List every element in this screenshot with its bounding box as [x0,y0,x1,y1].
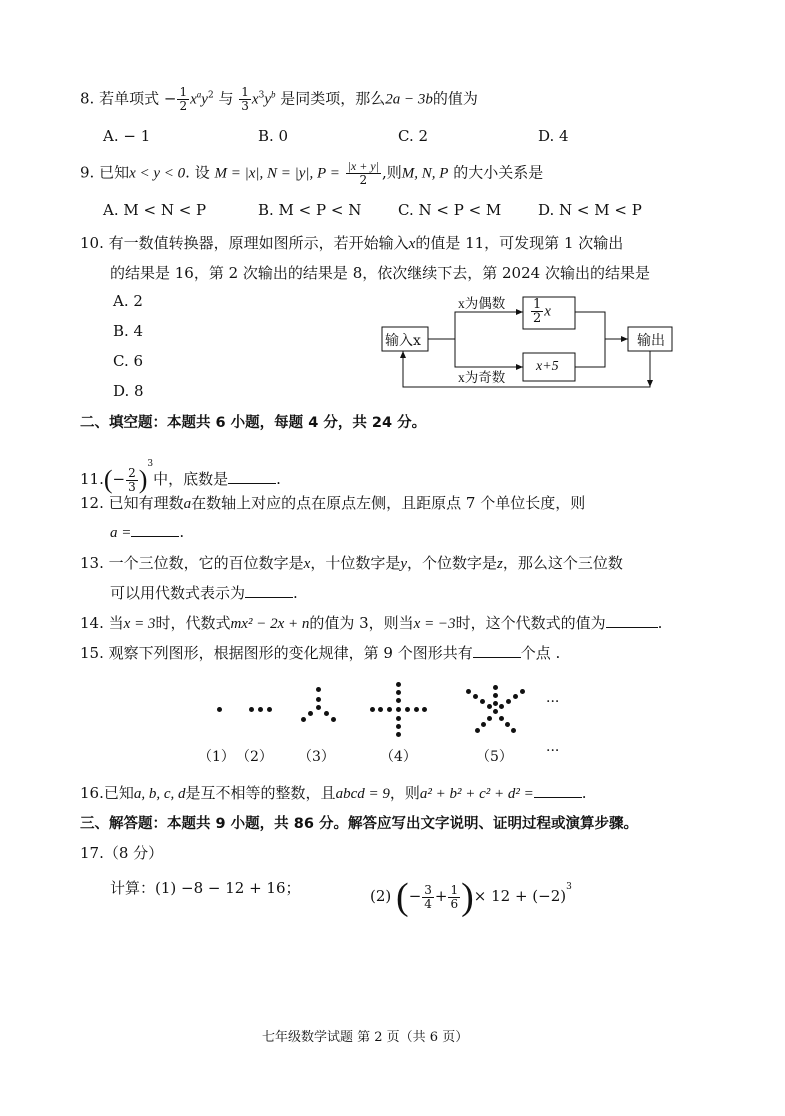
q15-label-1: （1） [198,749,235,765]
dot [396,707,401,712]
q14-text: 的值为 3，则当 [309,614,414,632]
q16-stem [80,782,587,803]
q8-fraction-2 [239,86,251,113]
q8-var: y [201,91,208,108]
q8-minus: − [163,89,177,108]
q9-definitions: M = |x|, N = |y|, P = [214,165,340,182]
q15-text: 个点 . [520,644,561,662]
q15-label-3: （3） [298,749,335,765]
q9-text: 的大小关系是 [453,163,544,182]
q14-stem [80,612,662,633]
flow-output-label: 输出 [637,333,665,349]
q15-answer-blank[interactable] [473,643,521,658]
q13-answer-blank[interactable] [245,583,293,598]
q15-label-2: （2） [236,749,273,765]
q16-text: ，则 [389,784,420,802]
q8-exp: 3 [258,90,265,101]
q10-line2: 的结果是 16，第 2 次输出的结果是 8，依次继续下去，第 2024 次输出的结果是 [110,264,650,282]
q10-var: x [408,236,416,252]
q8-option-a[interactable]: A. − 1 [103,127,151,145]
dot [520,689,525,694]
q8-number: 8. [80,89,95,108]
arrow-head [621,336,628,342]
q9-option-b[interactable]: B. M < P < N [258,201,362,219]
denominator: 2 [359,173,368,187]
section-3-heading: 三、解答题：本题共 9 小题，共 86 分。解答应写出文字说明、证明过程或演算步骤。 [80,816,638,832]
half-var: x [544,303,551,320]
flow-input-label: 输入x [385,333,421,349]
q11-text: 中，底数是 [153,470,229,488]
q14-expression: mx² − 2x + n [230,616,310,632]
q16-text: 已知 [103,784,134,802]
q9-option-c[interactable]: C. N < P < M [398,201,502,219]
q17-part2-label: (2) [370,887,392,905]
q8-option-c[interactable]: C. 2 [398,127,429,145]
dot [396,732,401,737]
dot [316,705,321,710]
q17-fraction-1 [422,884,434,911]
q9-fraction [346,160,381,187]
dot [487,716,492,721]
q14-condition: x = −3 [413,616,456,632]
q13-var: z [497,556,503,572]
dot [480,699,485,704]
q13-line2 [110,582,298,603]
q8-fraction-1 [177,86,189,113]
dot [493,701,498,706]
section-2-heading: 二、填空题：本题共 6 小题，每题 4 分，共 24 分。 [80,415,427,431]
even-branch-line [428,312,523,339]
q8-var: y [264,91,271,108]
q16-expression: a² + b² + c² + d² = [419,786,534,802]
q10-line1 [80,232,623,253]
q17-plus: + [434,887,448,905]
dot [405,707,410,712]
dot [249,707,254,712]
dot [481,722,486,727]
q8-text: 是同类项，那么 [280,89,386,108]
q13-var: x [303,556,311,572]
q14-answer-blank[interactable] [606,613,658,628]
denominator: 4 [424,896,432,911]
q9-text: ,则 [381,163,402,182]
q15-stem [80,642,560,663]
numerator: 1 [533,297,542,312]
q9-option-d[interactable]: D. N < M < P [538,201,642,219]
flow-odd-label: x为奇数 [458,370,506,385]
q11-number: 11. [80,470,104,488]
q12-line1 [80,492,585,513]
q12-period: . [179,523,185,541]
half-fraction [531,298,543,325]
dot [493,693,498,698]
q13-line1 [80,552,623,573]
dot [331,717,336,722]
dot [493,685,498,690]
q11-stem [80,444,281,494]
q14-number: 14. [80,614,104,632]
q8-exp: 2 [207,90,214,101]
q11-close-paren: ) [138,465,148,494]
q13-text: 一个三位数，它的百位数字是 [108,554,304,572]
q9-number: 9. [80,163,95,182]
q16-period: . [581,784,587,802]
q15-ellipsis-top: ··· [546,694,560,710]
dot [505,722,510,727]
q15-ellipsis-bottom: ··· [546,743,560,759]
q9-condition: x < y < 0 [129,165,186,182]
numerator: 1 [450,882,459,897]
q13-var: y [400,556,408,572]
dot [370,707,375,712]
q12-text: 在数轴上对应的点在原点左侧，且距原点 7 个单位长度，则 [191,494,586,512]
q8-text: 若单项式 [99,89,160,108]
q9-text: 已知 [99,163,130,182]
q17-minus: − [408,887,422,905]
q16-vars: a, b, c, d [133,786,186,802]
q13-text: ，十位数字是 [310,554,401,572]
q13-number: 13. [80,554,104,572]
q9-text: . 设 [185,163,210,182]
q11-answer-blank[interactable] [228,469,276,484]
dot [466,689,471,694]
q16-number: 16. [80,784,104,802]
q14-period: . [657,614,663,632]
q8-text: 与 [218,89,234,108]
q16-answer-blank[interactable] [534,783,582,798]
dot [308,711,313,716]
denominator: 2 [179,99,188,113]
dot [475,728,480,733]
denominator: 3 [241,99,249,113]
dot [499,716,504,721]
dot [387,707,392,712]
q12-answer-prefix: a = [110,525,132,541]
q8-text: 的值为 [432,89,478,108]
q11-fraction [126,467,138,494]
q17-part-2 [370,864,572,918]
dot [258,707,263,712]
dot [301,717,306,722]
q11-minus: − [112,470,126,488]
q10-option-d[interactable]: D. 8 [113,382,144,400]
page-footer: 七年级数学试题 第 2 页（共 6 页） [262,1030,469,1045]
q16-text: 是互不相等的整数，且 [185,784,336,802]
q15-number: 15. [80,644,104,662]
q17-header [80,842,163,863]
odd-branch-line [455,339,523,367]
q8-var: x [190,91,197,108]
numerator: |x + y| [347,159,379,173]
arrow-head [400,351,406,358]
q8-stem [80,86,478,113]
merge-line [575,312,605,367]
q12-line2 [110,522,184,542]
q15-text: 观察下列图形，根据图形的变化规律，第 9 个图形共有 [108,644,473,662]
numerator: 1 [179,85,188,99]
q9-stem [80,160,543,187]
q10-text: 的值是 11，可发现第 1 次输出 [415,234,624,252]
dot [396,682,401,687]
q8-expression: 2a − 3b [385,91,433,108]
dot [378,707,383,712]
q17-part-1: 计算：(1) −8 − 12 + 16； [110,879,301,897]
q12-var: a [183,496,192,512]
denominator: 6 [450,896,459,911]
q17-exponent: 3 [566,882,572,892]
q17-score: （8 分） [103,844,164,862]
dot [396,690,401,695]
q13-period: . [293,584,298,602]
arrow-head [647,380,653,387]
q13-text: ，那么这个三位数 [502,554,623,572]
denominator: 2 [533,311,542,326]
dot [506,699,511,704]
dot [396,716,401,721]
q14-text: 时，代数式 [155,614,231,632]
q10-option-c[interactable]: C. 6 [113,352,144,370]
dot [396,698,401,703]
q17-open-paren: ( [396,876,409,918]
q8-var: x [251,91,259,108]
q14-text: 时，这个代数式的值为 [455,614,606,632]
q8-exp: b [270,89,276,100]
q14-text: 当 [108,614,124,632]
q8-exp: a [196,89,202,100]
q12-answer-blank[interactable] [131,522,179,537]
q16-condition: abcd = 9 [335,786,390,802]
flow-plus-op: x+5 [536,359,559,374]
q12-text: 已知有理数 [108,494,184,512]
q8-option-b[interactable]: B. 0 [258,127,289,145]
q10-text: 有一数值转换器，原理如图所示，若开始输入 [108,234,409,252]
q9-vars: M, N, P [401,165,449,182]
dot [493,709,498,714]
q17-number: 17. [80,844,104,862]
q11-exponent: 3 [147,459,154,469]
q10-option-a[interactable]: A. 2 [113,292,143,310]
numerator: 2 [128,465,136,480]
q9-option-a[interactable]: A. M < N < P [103,201,207,219]
dot [324,711,329,716]
flow-even-label: x为偶数 [458,296,506,311]
dot [316,697,321,702]
q15-label-4: （4） [380,749,417,765]
dot [499,704,504,709]
q10-number: 10. [80,234,104,252]
dot [473,694,478,699]
q13-text: 可以用代数式表示为 [110,584,246,602]
arrow-head [516,364,523,370]
dot [217,707,222,712]
q17-rest: × 12 + (−2) [473,887,567,905]
dot [513,694,518,699]
q15-label-5: （5） [476,749,513,765]
q11-open-paren: ( [103,465,113,494]
q17-close-paren: ) [461,876,474,918]
q14-condition: x = 3 [123,616,156,632]
arrow-head [516,309,523,315]
denominator: 3 [128,479,136,494]
q17-fraction-2 [448,884,460,911]
flow-half-op [530,298,551,325]
dot [422,707,427,712]
q8-option-d[interactable]: D. 4 [538,127,569,145]
q12-number: 12. [80,494,104,512]
q10-option-b[interactable]: B. 4 [113,322,144,340]
numerator: 3 [424,882,432,897]
dot [267,707,272,712]
q13-text: ，个位数字是 [407,554,498,572]
dot [414,707,419,712]
dot [511,728,516,733]
dot [396,724,401,729]
numerator: 1 [241,85,249,99]
q11-period: . [276,470,281,488]
dot [487,704,492,709]
loop-back-line [403,351,650,387]
dot [316,687,321,692]
